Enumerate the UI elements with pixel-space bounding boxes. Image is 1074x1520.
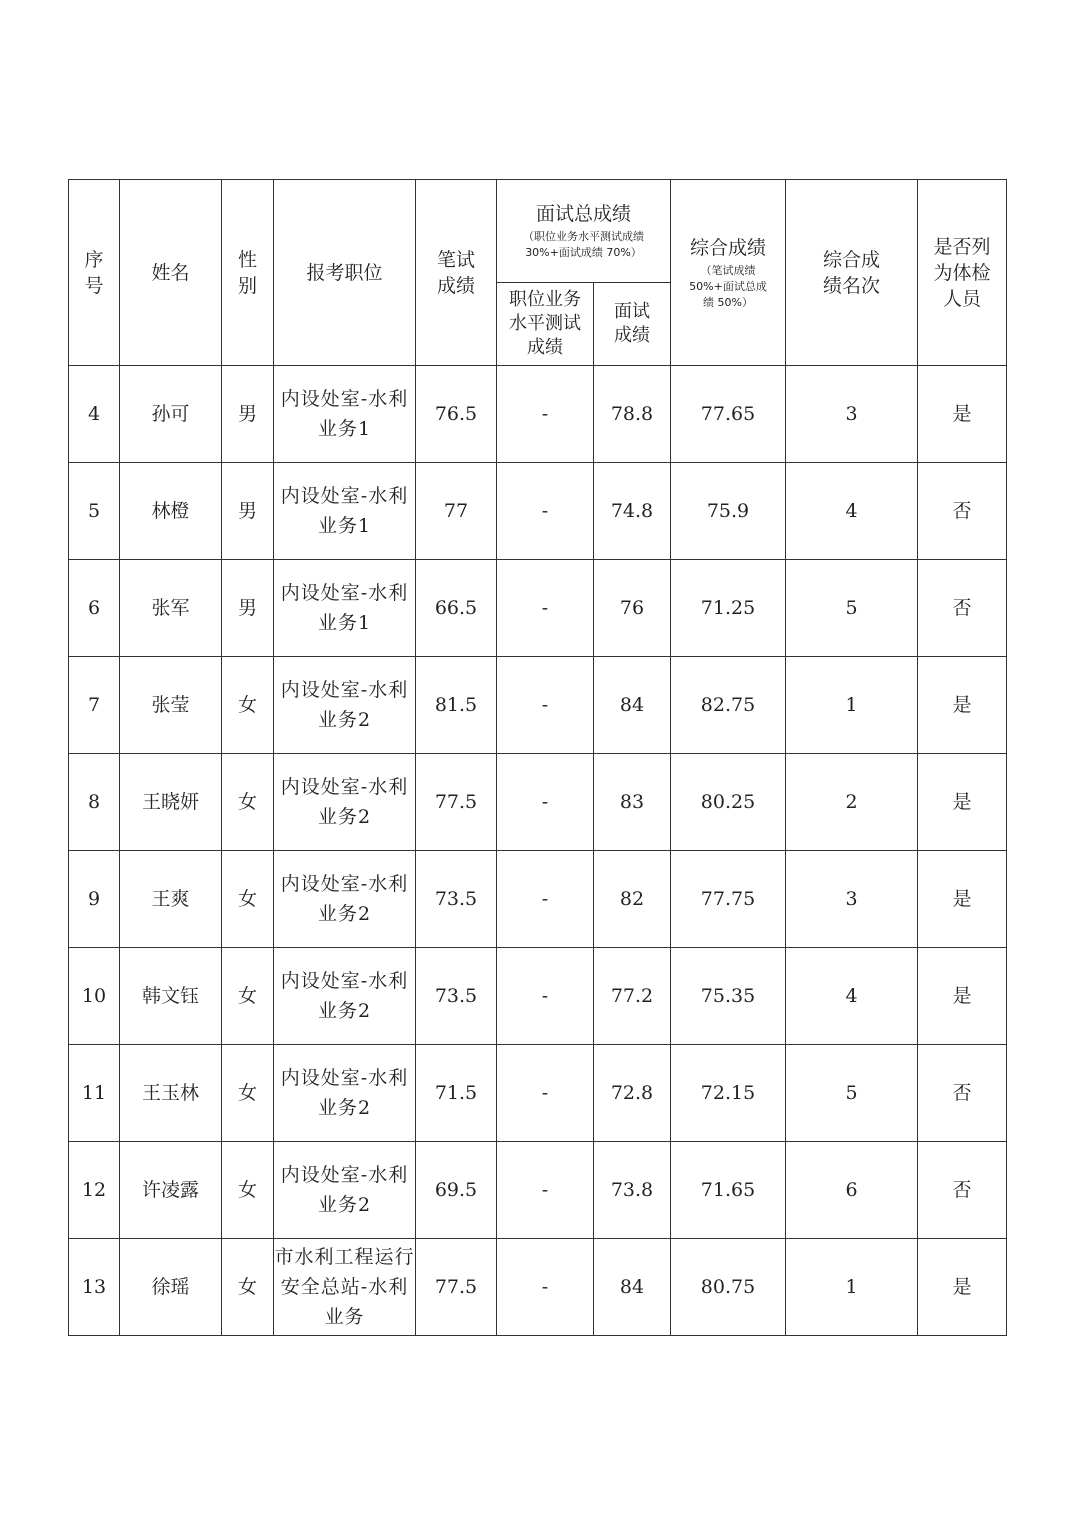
cell-seq: 12 xyxy=(69,1142,120,1239)
cell-written: 73.5 xyxy=(416,948,497,1045)
cell-prof-test: - xyxy=(497,1239,594,1336)
cell-seq: 10 xyxy=(69,948,120,1045)
table-row xyxy=(69,463,1007,560)
cell-name: 张军 xyxy=(120,560,222,657)
cell-gender: 女 xyxy=(222,1142,274,1239)
header-composite-note: （笔试成绩50%+面试总成绩 50%） xyxy=(689,263,767,309)
cell-written: 76.5 xyxy=(416,366,497,463)
cell-physical: 否 xyxy=(918,1142,1007,1239)
header-physical: 是否列为体检人员 xyxy=(918,180,1007,366)
cell-rank: 3 xyxy=(786,851,918,948)
cell-seq: 4 xyxy=(69,366,120,463)
cell-composite: 80.25 xyxy=(671,754,786,851)
cell-rank: 1 xyxy=(786,1239,918,1336)
cell-seq: 9 xyxy=(69,851,120,948)
cell-position: 内设处室-水利业务1 xyxy=(274,366,416,463)
cell-composite: 77.65 xyxy=(671,366,786,463)
table-row xyxy=(69,754,1007,851)
cell-interview: 73.8 xyxy=(594,1142,671,1239)
cell-gender: 男 xyxy=(222,366,274,463)
table-row xyxy=(69,657,1007,754)
cell-written: 69.5 xyxy=(416,1142,497,1239)
cell-position: 市水利工程运行安全总站-水利业务 xyxy=(274,1239,416,1336)
cell-position: 内设处室-水利业务2 xyxy=(274,1142,416,1239)
cell-gender: 女 xyxy=(222,851,274,948)
cell-composite: 71.25 xyxy=(671,560,786,657)
cell-written: 73.5 xyxy=(416,851,497,948)
cell-written: 81.5 xyxy=(416,657,497,754)
cell-written: 77 xyxy=(416,463,497,560)
cell-rank: 4 xyxy=(786,948,918,1045)
cell-rank: 1 xyxy=(786,657,918,754)
cell-seq: 13 xyxy=(69,1239,120,1336)
cell-physical: 是 xyxy=(918,1239,1007,1336)
cell-composite: 80.75 xyxy=(671,1239,786,1336)
cell-gender: 女 xyxy=(222,1239,274,1336)
cell-rank: 5 xyxy=(786,1045,918,1142)
cell-interview: 74.8 xyxy=(594,463,671,560)
cell-gender: 男 xyxy=(222,463,274,560)
cell-name: 王玉林 xyxy=(120,1045,222,1142)
table-row xyxy=(69,1239,1007,1336)
cell-position: 内设处室-水利业务2 xyxy=(274,657,416,754)
cell-rank: 6 xyxy=(786,1142,918,1239)
cell-physical: 是 xyxy=(918,657,1007,754)
cell-gender: 女 xyxy=(222,1045,274,1142)
cell-physical: 否 xyxy=(918,1045,1007,1142)
cell-gender: 男 xyxy=(222,560,274,657)
cell-interview: 82 xyxy=(594,851,671,948)
cell-name: 张莹 xyxy=(120,657,222,754)
cell-written: 66.5 xyxy=(416,560,497,657)
cell-physical: 否 xyxy=(918,463,1007,560)
cell-prof-test: - xyxy=(497,1142,594,1239)
table-row xyxy=(69,948,1007,1045)
header-interview-total xyxy=(497,180,671,283)
cell-composite: 82.75 xyxy=(671,657,786,754)
cell-prof-test: - xyxy=(497,754,594,851)
header-composite-label: 综合成绩 xyxy=(689,236,766,259)
cell-prof-test: - xyxy=(497,851,594,948)
cell-name: 林橙 xyxy=(120,463,222,560)
cell-seq: 6 xyxy=(69,560,120,657)
table-row xyxy=(69,560,1007,657)
cell-composite: 71.65 xyxy=(671,1142,786,1239)
cell-seq: 5 xyxy=(69,463,120,560)
cell-name: 徐瑶 xyxy=(120,1239,222,1336)
cell-interview: 76 xyxy=(594,560,671,657)
cell-interview: 83 xyxy=(594,754,671,851)
cell-prof-test: - xyxy=(497,560,594,657)
cell-seq: 11 xyxy=(69,1045,120,1142)
cell-written: 71.5 xyxy=(416,1045,497,1142)
header-composite xyxy=(671,180,786,366)
header-interview-total-note: （职位业务水平测试成绩30%+面试成绩 70%） xyxy=(523,230,644,259)
table-row xyxy=(69,366,1007,463)
header-interview: 面试成绩 xyxy=(594,283,671,366)
cell-physical: 是 xyxy=(918,754,1007,851)
cell-position: 内设处室-水利业务2 xyxy=(274,851,416,948)
cell-name: 韩文钰 xyxy=(120,948,222,1045)
table-row xyxy=(69,1142,1007,1239)
header-interview-total-label: 面试总成绩 xyxy=(535,203,631,225)
cell-physical: 是 xyxy=(918,366,1007,463)
cell-composite: 75.9 xyxy=(671,463,786,560)
header-written: 笔试成绩 xyxy=(416,180,497,366)
header-rank: 综合成绩名次 xyxy=(786,180,918,366)
cell-rank: 2 xyxy=(786,754,918,851)
cell-interview: 77.2 xyxy=(594,948,671,1045)
cell-rank: 4 xyxy=(786,463,918,560)
cell-physical: 是 xyxy=(918,948,1007,1045)
header-prof-test: 职位业务水平测试成绩 xyxy=(497,283,594,366)
cell-position: 内设处室-水利业务1 xyxy=(274,560,416,657)
header-seq: 序号 xyxy=(69,180,120,366)
cell-written: 77.5 xyxy=(416,1239,497,1336)
cell-prof-test: - xyxy=(497,366,594,463)
cell-gender: 女 xyxy=(222,948,274,1045)
cell-interview: 72.8 xyxy=(594,1045,671,1142)
cell-prof-test: - xyxy=(497,463,594,560)
header-gender: 性别 xyxy=(222,180,274,366)
cell-gender: 女 xyxy=(222,657,274,754)
cell-interview: 78.8 xyxy=(594,366,671,463)
cell-interview: 84 xyxy=(594,1239,671,1336)
cell-composite: 72.15 xyxy=(671,1045,786,1142)
header-name: 姓名 xyxy=(120,180,222,366)
score-table xyxy=(68,179,1007,1336)
cell-written: 77.5 xyxy=(416,754,497,851)
cell-composite: 75.35 xyxy=(671,948,786,1045)
table-row xyxy=(69,1045,1007,1142)
cell-physical: 否 xyxy=(918,560,1007,657)
cell-position: 内设处室-水利业务2 xyxy=(274,754,416,851)
cell-physical: 是 xyxy=(918,851,1007,948)
cell-seq: 8 xyxy=(69,754,120,851)
cell-name: 王爽 xyxy=(120,851,222,948)
cell-name: 孙可 xyxy=(120,366,222,463)
cell-seq: 7 xyxy=(69,657,120,754)
cell-position: 内设处室-水利业务1 xyxy=(274,463,416,560)
header-position: 报考职位 xyxy=(274,180,416,366)
cell-rank: 5 xyxy=(786,560,918,657)
cell-gender: 女 xyxy=(222,754,274,851)
cell-composite: 77.75 xyxy=(671,851,786,948)
cell-prof-test: - xyxy=(497,657,594,754)
cell-name: 王晓妍 xyxy=(120,754,222,851)
cell-interview: 84 xyxy=(594,657,671,754)
cell-prof-test: - xyxy=(497,948,594,1045)
table-header xyxy=(69,180,1007,366)
cell-position: 内设处室-水利业务2 xyxy=(274,1045,416,1142)
table-body xyxy=(69,366,1007,1336)
cell-position: 内设处室-水利业务2 xyxy=(274,948,416,1045)
cell-rank: 3 xyxy=(786,366,918,463)
table-row xyxy=(69,851,1007,948)
cell-name: 许凌露 xyxy=(120,1142,222,1239)
cell-prof-test: - xyxy=(497,1045,594,1142)
